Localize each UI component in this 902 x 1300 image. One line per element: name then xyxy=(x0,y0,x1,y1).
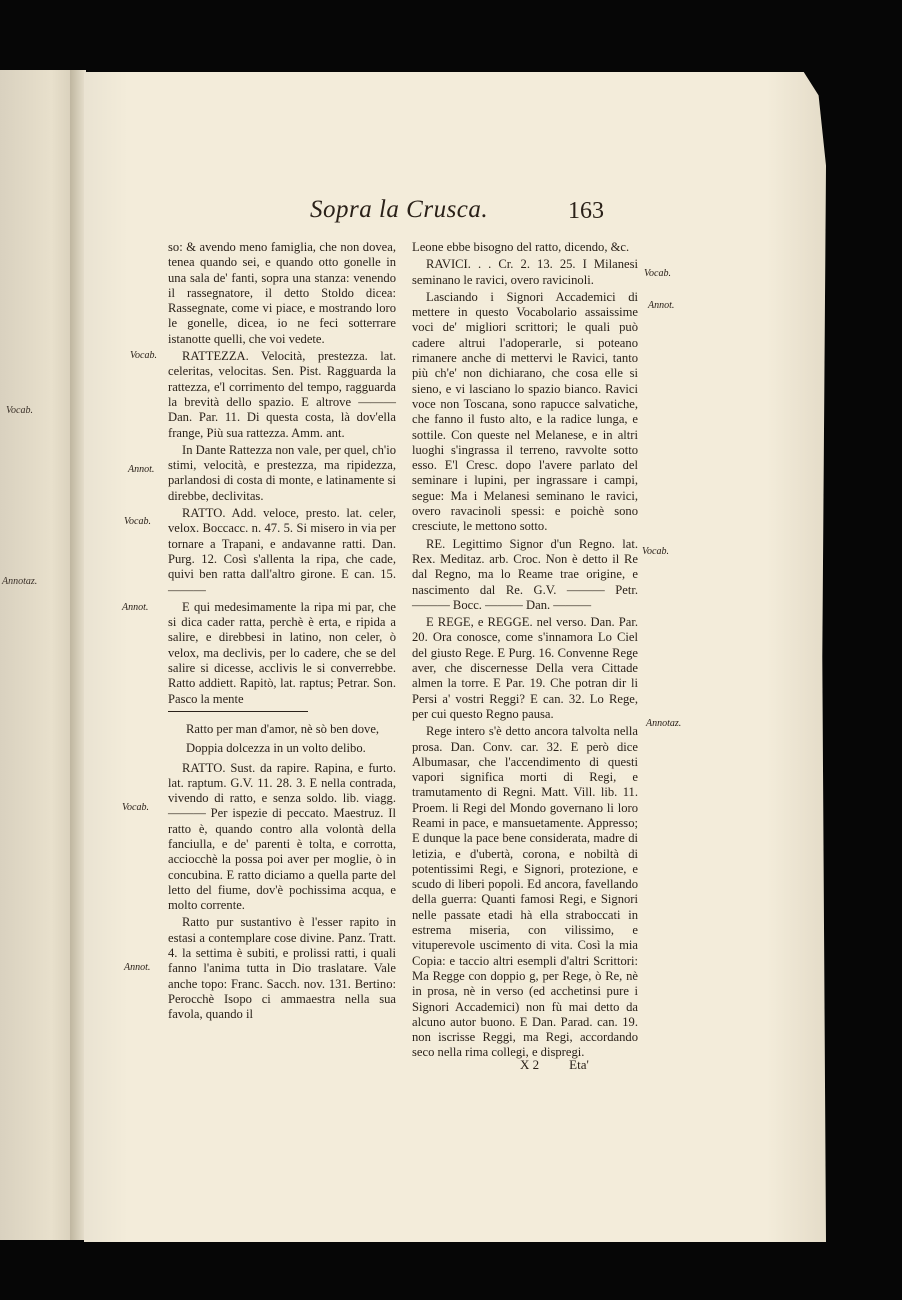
margin-label-vocab: Vocab. xyxy=(644,268,671,279)
verse-line: Doppia dolcezza in un volto delibo. xyxy=(186,741,366,756)
annotation-rattezza: In Dante Rattezza non vale, per quel, ch'io stimi, velocità, e prestezza, ma ripidezza, parlandosi di costa di monte, e latinamente si direbbe, declivitas. xyxy=(168,442,396,503)
annotation-rege: Rege intero s'è detto ancora talvolta nella prosa. Dan. Conv. car. 32. E però dice Albumasar, che l'accendimento di questi vapori significa morti di Regi, e tramutamento di Regni. Matt. Vill. lib. 11. Proem. li Regi del Mondo governano li loro Reami in pace, e mansuetamente. Appresso; E dunque la pace bene considerata, madre di letizia, e d'ubertà, corona, e nobiltà di potentissimi Regi, e Signori, protezione, e scudo di liberi popoli. Ed ancora, favellando della guerra: Quanti famosi Regi, e Signori nelle passate etadi hà ella straboccati in estrema miseria, con vilissimo, e vituperevole uscimento di vita. Così la mia Copia: e taccio altri esempli d'altri Scrittori: Ma Regge con doppio g, per Rege, ò Re, nè in prosa, nè in verso (ed acchetinsi pure i Signori Accademici) non fù mai detto da alcuno autor buono. E Dan. Parad. can. 19. non iscrisse Reggi, ma Regi, accordando seco nella rima collegi, e dispregi. xyxy=(412,724,638,1060)
margin-label-annot: Annot. xyxy=(128,464,155,475)
left-page-margin-label: Vocab. xyxy=(6,405,33,416)
entry-re: RE. Legittimo Signor d'un Regno. lat. Rex. Meditaz. arb. Croc. Non è detto il Re dal Regno, ma lo Reame trae origine, e nascimento dal Re. G.V. ——— Petr. ——— Bocc. ——— Dan. ——— xyxy=(412,536,638,612)
entry-rattezza: RATTEZZA. Velocità, prestezza. lat. celeritas, velocitas. Sen. Pist. Ragguarda la rattezza, e'l corrimento del tempo, ragguarda la brevità dello spazio. E altrove ——— Dan. Par. 11. Di questa costa, là dov'ella frange, Più sua rattezza. Amm. ant. xyxy=(168,349,396,440)
signature-mark: X 2 xyxy=(520,1057,540,1072)
running-title: Sopra la Crusca. xyxy=(310,196,489,223)
margin-label-annot: Annot. xyxy=(122,602,149,613)
catchword: Eta' xyxy=(569,1057,589,1072)
page-header xyxy=(310,196,630,236)
margin-label-vocab: Vocab. xyxy=(130,350,157,361)
entry-ravici: RAVICI. . . Cr. 2. 13. 25. I Milanesi seminano le ravici, overo ravicinoli. xyxy=(412,257,638,287)
annotation-ratto-add: E qui medesimamente la ripa mi par, che si dica cader ratta, perchè è erta, e ripida a salire, e direbbesi in latino, non celer, ò velox, ma declivis, per lo cadere, che se del salire si dicesse, acclivis le si converrebbe. Ratto addiett. Rapitò, lat. raptus; Petrar. Son. Pasco la mente xyxy=(168,599,396,706)
page-number: 163 xyxy=(568,198,604,224)
right-text-column xyxy=(412,240,638,1063)
margin-label-annot: Annot. xyxy=(124,962,151,973)
paragraph: Leone ebbe bisogno del ratto, dicendo, &c. xyxy=(412,240,630,254)
separator-rule xyxy=(168,711,308,712)
left-page-edge xyxy=(70,70,86,1240)
left-page-margin-label: Annotaz. xyxy=(2,576,38,587)
verse-line: Ratto per man d'amor, nè sò ben dove, xyxy=(186,721,380,736)
margin-label-annot: Annotaz. xyxy=(646,718,682,729)
left-text-column xyxy=(168,240,396,1025)
catchword-line xyxy=(520,1057,640,1073)
margin-label-vocab: Vocab. xyxy=(122,802,149,813)
entry-ratto-sust: RATTO. Sust. da rapire. Rapina, e furto. lat. raptum. G.V. 11. 28. 3. E nella contrada, vivendo di ratto, e senza soldo. lib. viagg. ——— Per ispezie di peccato. Maestruz. Il ratto è, quando contro alla volontà della fanciulla, e de' parenti è tolta, e corrotta, acciocchè la possa poi aver per moglie, ò in concubina. E ratto diciamo a quella parte del letto del fiume, dov'è pochissima acqua, e molto corrente. xyxy=(168,760,396,913)
margin-label-vocab: Vocab. xyxy=(124,516,151,527)
entry-ratto-add: RATTO. Add. veloce, presto. lat. celer, velox. Boccacc. n. 47. 5. Si misero in via per tornare a Trapani, e andavanne ratti. Dan. Purg. 12. Così s'allenta la ripa, che cade, quivi ben ratta dall'altro girone. E can. 15. ——— xyxy=(168,506,396,597)
annotation-ravici: Lasciando i Signori Accademici di mettere in questo Vocabolario assaissime voci de' migliori scrittori; le quali può cadere altrui l'adoperarle, si poteano rimanere anche di mettervi le Ravici, tanto più ch'e' non dichiarano, che cosa elle si sieno, e vi lasciano lo spazio bianco. Ravici voce non Toscana, sono rapucce salvatiche, che fanno il fusto alto, e la radice lunga, e sottile. Con queste nel Melanese, e in altri luoghi s'ingrassa il terreno, ravvolte sotto esso. E'l Cresc. dopo l'avere parlato del seminare i lupini, per ingrassare i campi, segue: Ma i Melanesi seminano le ravici, overo ravacinoli spessi: e poichè sono cresciute, le mettono sotto. xyxy=(412,289,638,534)
margin-label-vocab: Vocab. xyxy=(642,546,669,557)
annotation-ratto-sust: Ratto pur sustantivo è l'esser rapito in estasi a contemplare cose divine. Panz. Tratt. 4. la settima è subiti, e prolissi ratti, i quali fanno l'anima tutta in Dio traslatare. Vale anche topo: Franc. Sacch. nov. 131. Bertino: Perocchè Isopo ci ammaestra nella sua favola, quando il xyxy=(168,915,396,1022)
paragraph: so: & avendo meno famiglia, che non dovea, tenea quando sei, e quando otto gonelle in una sala de' fanti, sopra una stanza: venendo il rassegnatore, il detto Stoldo dicea: Rassegnate, come vi piace, e mostrando loro le gonelle, dicea, io ne feci sotterrare istanotte quelli, che voi vedete. xyxy=(168,240,396,346)
margin-label-annot: Annot. xyxy=(648,300,675,311)
entry-rege: E REGE, e REGGE. nel verso. Dan. Par. 20. Ora conosce, come s'innamora Lo Ciel del giusto Rege. E Purg. 16. Convenne Rege aver, che discernesse Della vera Cittade almen la torre. E Par. 19. Che potran dir li Persi a' vostri Reggi? E can. 32. Lo Rege, per cui questo Regno pausa. xyxy=(412,615,638,721)
